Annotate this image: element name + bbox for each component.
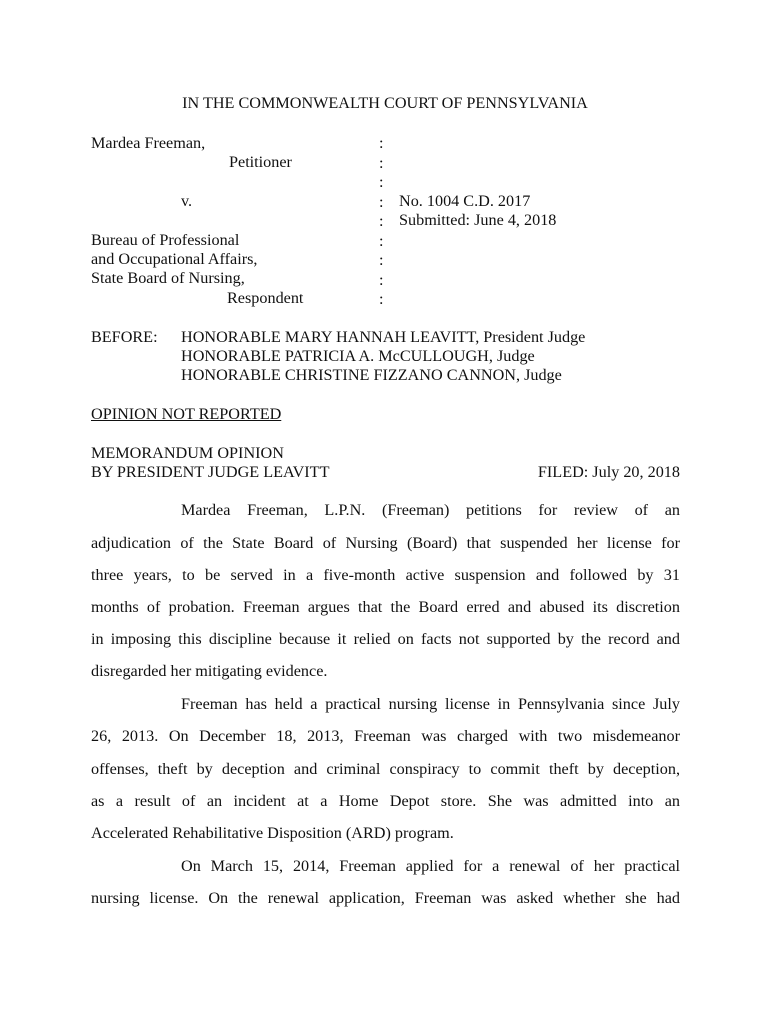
paragraph-line: Accelerated Rehabilitative Disposition (ARD) program.	[91, 824, 454, 842]
paragraph-line: months of probation. Freeman argues that the Board erred and abused its discretion	[91, 598, 680, 616]
opinion-not-reported: OPINION NOT REPORTED	[91, 405, 282, 423]
paragraph-line: Mardea Freeman, L.P.N. (Freeman) petitions for review of an	[181, 501, 680, 519]
caption-colon: :	[379, 153, 384, 172]
filed-date: FILED: July 20, 2018	[537, 463, 680, 481]
docket-number: No. 1004 C.D. 2017	[399, 192, 531, 210]
caption-colon: :	[379, 192, 384, 211]
caption-colon: :	[379, 231, 384, 250]
caption-colon: :	[379, 134, 384, 152]
before-label: BEFORE:	[91, 328, 158, 346]
caption-colon: :	[379, 173, 384, 191]
submitted-date: Submitted: June 4, 2018	[399, 211, 557, 229]
petitioner-role: Petitioner	[229, 153, 292, 171]
respondent-line-2: and Occupational Affairs,	[91, 250, 258, 268]
author-line: BY PRESIDENT JUDGE LEAVITT	[91, 463, 330, 481]
paragraph-line: disregarded her mitigating evidence.	[91, 662, 328, 680]
paragraph-line: On March 15, 2014, Freeman applied for a renewal of her practical	[181, 857, 680, 875]
caption-colon: :	[379, 290, 384, 308]
paragraph-line: as a result of an incident at a Home Depot store. She was admitted into an	[91, 792, 680, 810]
caption-colon-column	[379, 134, 389, 309]
judge-line: HONORABLE CHRISTINE FIZZANO CANNON, Judge	[181, 366, 562, 384]
caption-colon: :	[379, 251, 384, 269]
respondent-line-3: State Board of Nursing,	[91, 269, 245, 287]
court-title: IN THE COMMONWEALTH COURT OF PENNSYLVANIA	[182, 94, 588, 112]
paragraph-line: nursing license. On the renewal application, Freeman was asked whether she had	[91, 889, 680, 907]
paragraph-line: Freeman has held a practical nursing license in Pennsylvania since July	[181, 695, 680, 713]
paragraph-line: three years, to be served in a five-month active suspension and followed by 31	[91, 566, 680, 584]
petitioner-name: Mardea Freeman,	[91, 134, 206, 152]
respondent-role: Respondent	[227, 289, 304, 307]
judge-line: HONORABLE PATRICIA A. McCULLOUGH, Judge	[181, 347, 535, 365]
memorandum-heading: MEMORANDUM OPINION	[91, 444, 284, 462]
paragraph-line: 26, 2013. On December 18, 2013, Freeman was charged with two misdemeanor	[91, 727, 680, 745]
paragraph-line: adjudication of the State Board of Nursing (Board) that suspended her license for	[91, 534, 680, 552]
paragraph-line: in imposing this discipline because it relied on facts not supported by the record and	[91, 630, 680, 648]
versus: v.	[181, 192, 193, 210]
paragraph-line: offenses, theft by deception and criminal conspiracy to commit theft by deception,	[91, 760, 680, 778]
judge-line: HONORABLE MARY HANNAH LEAVITT, President Judge	[181, 328, 586, 346]
caption-colon: :	[379, 212, 384, 230]
caption-colon: :	[379, 270, 384, 289]
respondent-line-1: Bureau of Professional	[91, 231, 240, 249]
